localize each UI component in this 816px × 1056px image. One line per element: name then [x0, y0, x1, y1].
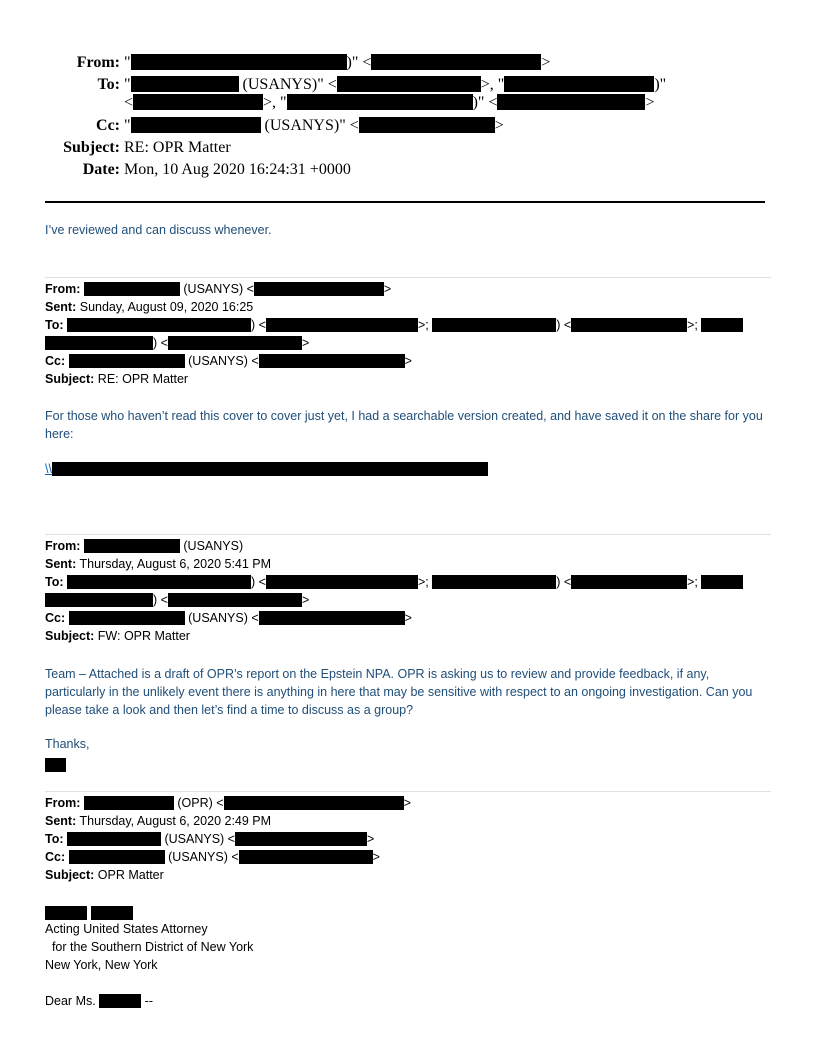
- email-2-from: From: (USANYS) < >: [45, 282, 392, 296]
- redaction: [432, 575, 556, 589]
- cc-label: Cc:: [45, 354, 66, 368]
- share-link-prefix[interactable]: \\: [45, 462, 52, 476]
- email-separator: [45, 277, 771, 278]
- redaction: [99, 994, 141, 1008]
- email-4-to: To: (USANYS) < >: [45, 832, 375, 846]
- redaction: [259, 354, 405, 368]
- redaction: [45, 758, 66, 772]
- sent-label: Sent:: [45, 300, 77, 314]
- redaction: [84, 282, 180, 296]
- greeting: [45, 994, 153, 1008]
- header-divider: [45, 201, 765, 203]
- subject-value: RE: OPR Matter: [97, 372, 189, 386]
- redaction: [131, 54, 347, 70]
- redaction: [701, 318, 743, 332]
- sent-value: Thursday, August 6, 2020 5:41 PM: [79, 557, 272, 571]
- redaction: [266, 575, 418, 589]
- share-link[interactable]: [45, 462, 488, 476]
- subject-label: Subject:: [45, 629, 95, 643]
- usanys-text: (USANYS): [242, 76, 318, 93]
- email-4-from: From: (OPR) < >: [45, 796, 411, 810]
- email-3-sent: [45, 557, 271, 571]
- redaction: [84, 539, 180, 553]
- greeting-prefix: Dear Ms.: [45, 994, 96, 1008]
- sent-value: Thursday, August 6, 2020 2:49 PM: [79, 814, 272, 828]
- subject-value: RE: OPR Matter: [124, 139, 231, 156]
- redaction: [168, 336, 302, 350]
- redaction: [45, 593, 153, 607]
- cc-label: Cc:: [45, 850, 66, 864]
- email-4-sent: [45, 814, 271, 828]
- email-separator: [45, 534, 771, 535]
- date-label: Date:: [82, 161, 120, 178]
- address-line-3: New York, New York: [45, 958, 158, 972]
- redaction: [84, 796, 174, 810]
- cc-label: Cc:: [45, 611, 66, 625]
- subject-label: Subject:: [45, 372, 95, 386]
- from-suffix: (OPR) <: [177, 796, 224, 810]
- redaction: [131, 76, 239, 92]
- redaction: [432, 318, 556, 332]
- email-2-cc: Cc: (USANYS) < >: [45, 354, 412, 368]
- from-suffix: (USANYS) <: [183, 282, 254, 296]
- subject-value: FW: OPR Matter: [97, 629, 190, 643]
- email-3-cc: Cc: (USANYS) < >: [45, 611, 412, 625]
- recipient-name-redaction: [45, 904, 133, 922]
- email-4-cc: Cc: (USANYS) < >: [45, 850, 380, 864]
- sent-label: Sent:: [45, 557, 77, 571]
- redaction: [67, 318, 251, 332]
- email-2-sent: [45, 300, 253, 314]
- redaction: [52, 462, 488, 476]
- to-label: To:: [45, 575, 64, 589]
- email-4-subject: [45, 868, 164, 882]
- redaction: [371, 54, 541, 70]
- cc-suffix: (USANYS) <: [188, 611, 259, 625]
- redaction: [69, 611, 185, 625]
- redaction: [359, 117, 495, 133]
- to-suffix: (USANYS) <: [164, 832, 235, 846]
- email-3-to-line2: ) < >: [45, 593, 309, 607]
- redaction: [133, 94, 263, 110]
- redaction: [497, 94, 645, 110]
- to-value-line1: " (USANYS)" < >, " )": [124, 76, 667, 93]
- usanys-text: (USANYS): [264, 117, 340, 134]
- from-value: " )" < >: [124, 54, 551, 71]
- redaction: [254, 282, 384, 296]
- from-label: From:: [45, 539, 81, 553]
- subject-value: OPR Matter: [97, 868, 164, 882]
- redaction: [337, 76, 481, 92]
- redaction: [571, 575, 687, 589]
- redaction: [67, 575, 251, 589]
- email-3-from: [45, 539, 243, 553]
- to-label: To:: [45, 318, 64, 332]
- address-line-1: Acting United States Attorney: [45, 922, 208, 936]
- redaction: [701, 575, 743, 589]
- to-label: To:: [45, 832, 64, 846]
- sent-label: Sent:: [45, 814, 77, 828]
- date-value: Mon, 10 Aug 2020 16:24:31 +0000: [124, 161, 351, 178]
- redaction: [235, 832, 367, 846]
- cc-suffix: (USANYS) <: [188, 354, 259, 368]
- from-label: From:: [45, 282, 81, 296]
- cc-suffix: (USANYS) <: [168, 850, 239, 864]
- redaction: [571, 318, 687, 332]
- redaction: [67, 832, 161, 846]
- signature-redaction: [45, 756, 66, 774]
- cc-label: Cc:: [96, 117, 120, 134]
- to-label: To:: [97, 76, 120, 93]
- reply-body: I’ve reviewed and can discuss whenever.: [45, 223, 272, 237]
- redaction: [168, 593, 302, 607]
- greeting-suffix: --: [144, 994, 153, 1008]
- redaction: [239, 850, 373, 864]
- to-value-line2: < >, " )" < >: [124, 94, 655, 111]
- email-2-to-line1: To: ) < >; ) < >;: [45, 318, 743, 332]
- from-label: From:: [45, 796, 81, 810]
- subject-label: Subject:: [45, 868, 95, 882]
- email-3-subject: [45, 629, 190, 643]
- from-suffix: (USANYS): [183, 539, 244, 553]
- email-3-body: Team – Attached is a draft of OPR’s report on the Epstein NPA. OPR is asking us to review and provide feedback, if any, particularly in the unlikely event there is anything in here that may be sensitive with respect to an ongoing investigation. Can you please take a look and then let’s find a time to discuss as a group?: [45, 667, 753, 717]
- email-2-body: For those who haven’t read this cover to cover just yet, I had a searchable version created, and have saved it on the share for you here:: [45, 409, 763, 441]
- address-line-2: for the Southern District of New York: [45, 940, 254, 954]
- email-3-thanks: Thanks,: [45, 737, 90, 751]
- email-separator: [45, 791, 771, 792]
- email-2-subject: [45, 372, 188, 386]
- from-label: From:: [76, 54, 120, 71]
- cc-value: " (USANYS)" < >: [124, 117, 504, 134]
- subject-label: Subject:: [63, 139, 120, 156]
- redaction: [224, 796, 404, 810]
- redaction: [45, 906, 87, 920]
- email-2-to-line2: ) < >: [45, 336, 309, 350]
- email-3-to-line1: To: ) < >; ) < >;: [45, 575, 743, 589]
- redaction: [69, 354, 185, 368]
- redaction: [131, 117, 261, 133]
- redaction: [287, 94, 473, 110]
- sent-value: Sunday, August 09, 2020 16:25: [79, 300, 254, 314]
- redaction: [259, 611, 405, 625]
- redaction: [504, 76, 654, 92]
- redaction: [45, 336, 153, 350]
- redaction: [91, 906, 133, 920]
- redaction: [266, 318, 418, 332]
- redaction: [69, 850, 165, 864]
